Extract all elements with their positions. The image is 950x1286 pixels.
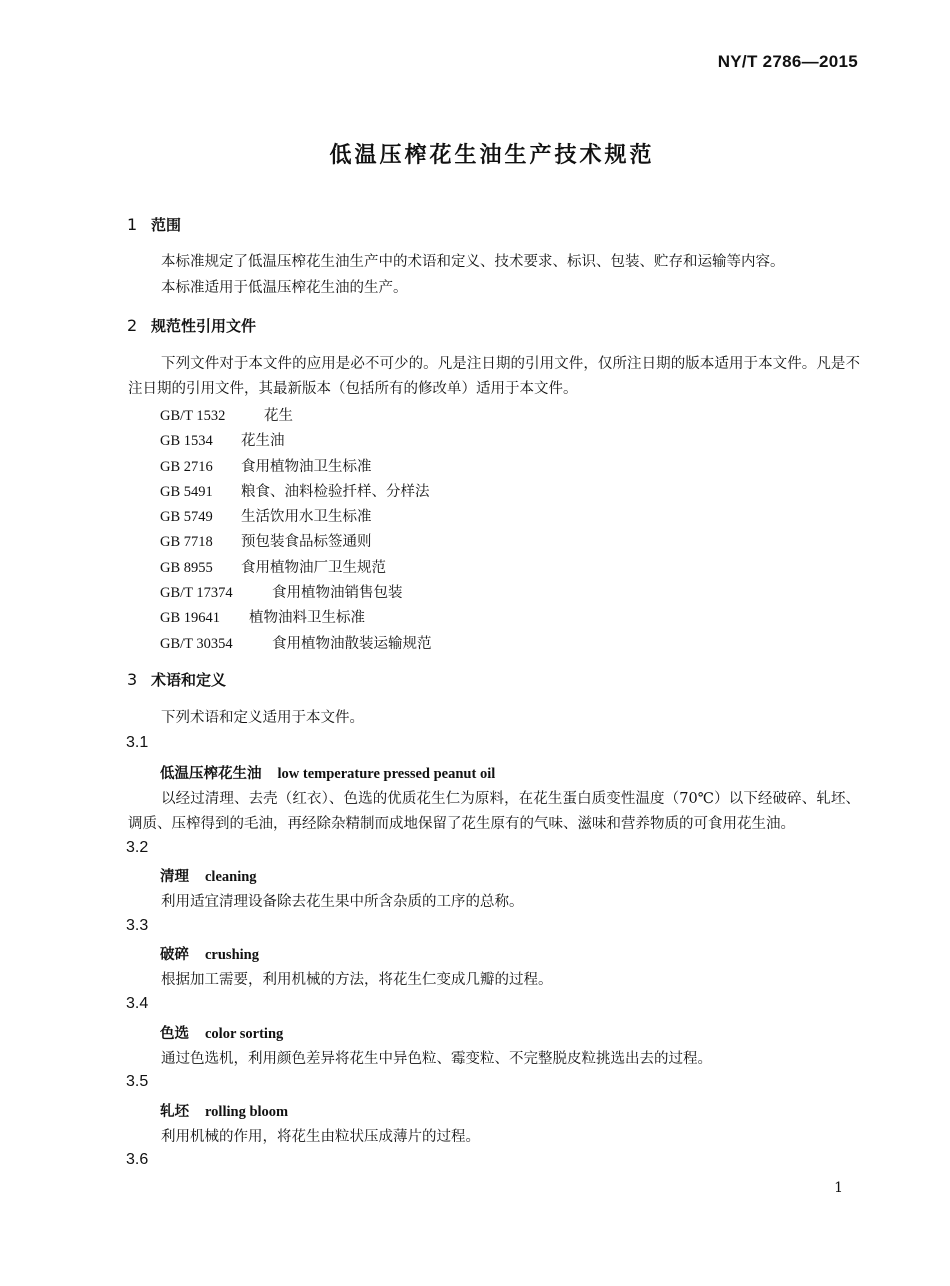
reference-item: [160, 404, 293, 425]
reference-item: [160, 429, 285, 450]
reference-name: 生活饮用水卫生标准: [241, 509, 372, 525]
clause-number: 3.5: [126, 1073, 149, 1090]
term-heading: [160, 762, 495, 783]
reference-code: GB/T 17374: [160, 585, 233, 601]
term-definition: 以经过清理、去壳（红衣）、色选的优质花生仁为原料，在花生蛋白质变性温度（70℃）以下经破碎、轧坯、调质、压榨得到的毛油，再经除杂精制而成地保留了花生原有的气味、滋味和营养物质的可食用花生油。: [128, 791, 860, 832]
term-en: cleaning: [205, 869, 257, 885]
reference-item: [160, 505, 372, 526]
reference-name: 植物油料卫生标准: [249, 610, 365, 626]
reference-code: GB 1534: [160, 433, 213, 449]
reference-name: 食用植物油销售包装: [272, 585, 403, 601]
term-zh: 轧坯: [160, 1103, 189, 1120]
section-2-heading: [127, 315, 256, 336]
reference-name: 粮食、油料检验扦样、分样法: [241, 484, 430, 500]
reference-item: [160, 606, 365, 627]
section-number: 2: [127, 316, 138, 335]
clause-number: 3.6: [126, 1151, 149, 1168]
term-en: crushing: [205, 947, 259, 963]
clause-number: 3.3: [126, 917, 149, 934]
reference-code: GB 5749: [160, 509, 213, 525]
reference-item: [160, 556, 386, 577]
term-definition: 通过色选机，利用颜色差异将花生中异色粒、霉变粒、不完整脱皮粒挑选出去的过程。: [161, 1051, 712, 1067]
section-title: 范围: [151, 216, 182, 234]
term-heading: [160, 1100, 288, 1121]
reference-code: GB 19641: [160, 610, 221, 626]
term-zh: 破碎: [160, 946, 189, 963]
reference-name: 食用植物油散装运输规范: [272, 636, 432, 652]
standard-code: NY/T 2786—2015: [717, 52, 858, 71]
section-number: 1: [127, 215, 138, 234]
term-en: low temperature pressed peanut oil: [277, 766, 496, 782]
term-en: rolling bloom: [205, 1104, 289, 1120]
term-definition: 根据加工需要，利用机械的方法，将花生仁变成几瓣的过程。: [161, 972, 553, 988]
reference-code: GB/T 1532: [160, 408, 226, 424]
clause-number: 3.4: [126, 995, 149, 1012]
term-heading: [160, 943, 259, 964]
reference-code: GB/T 30354: [160, 636, 233, 652]
reference-item: [160, 632, 432, 653]
reference-code: GB 8955: [160, 560, 213, 576]
reference-code: GB 7718: [160, 534, 213, 550]
clause-number: 3.1: [126, 734, 149, 751]
reference-name: 食用植物油卫生标准: [241, 459, 372, 475]
term-zh: 色选: [160, 1025, 189, 1042]
term-definition: 利用机械的作用，将花生由粒状压成薄片的过程。: [161, 1129, 480, 1145]
reference-item: [160, 581, 403, 602]
reference-item: [160, 480, 430, 501]
section-2-intro: 下列文件对于本文件的应用是必不可少的。凡是注日期的引用文件，仅所注日期的版本适用于本文件。凡是不注日期的引用文件，其最新版本（包括所有的修改单）适用于本文件。: [128, 356, 860, 397]
term-en: color sorting: [205, 1026, 284, 1042]
term-definition: 利用适宜清理设备除去花生果中所含杂质的工序的总称。: [161, 894, 524, 910]
section-number: 3: [127, 670, 138, 689]
clause-number: 3.2: [126, 839, 149, 856]
page-number: 1: [834, 1180, 843, 1196]
term-heading: [160, 1022, 283, 1043]
reference-name: 食用植物油厂卫生规范: [241, 560, 386, 576]
reference-name: 预包装食品标签通则: [241, 534, 372, 550]
term-heading: [160, 865, 257, 886]
reference-code: GB 5491: [160, 484, 213, 500]
reference-name: 花生: [264, 408, 293, 424]
term-zh: 清理: [160, 868, 189, 885]
section-title: 术语和定义: [151, 671, 227, 689]
section-3-heading: [127, 669, 226, 690]
term-zh: 低温压榨花生油: [160, 765, 262, 782]
reference-item: [160, 455, 372, 476]
document-title: 低温压榨花生油生产技术规范: [329, 143, 655, 168]
section-3-intro: 下列术语和定义适用于本文件。: [161, 710, 364, 726]
section-1-para-1: 本标准规定了低温压榨花生油生产中的术语和定义、技术要求、标识、包装、贮存和运输等内容。: [161, 254, 785, 270]
section-title: 规范性引用文件: [151, 317, 257, 335]
reference-name: 花生油: [241, 433, 285, 449]
reference-item: [160, 530, 372, 551]
section-1-para-2: 本标准适用于低温压榨花生油的生产。: [161, 280, 408, 296]
reference-code: GB 2716: [160, 459, 213, 475]
section-1-heading: [127, 214, 181, 235]
